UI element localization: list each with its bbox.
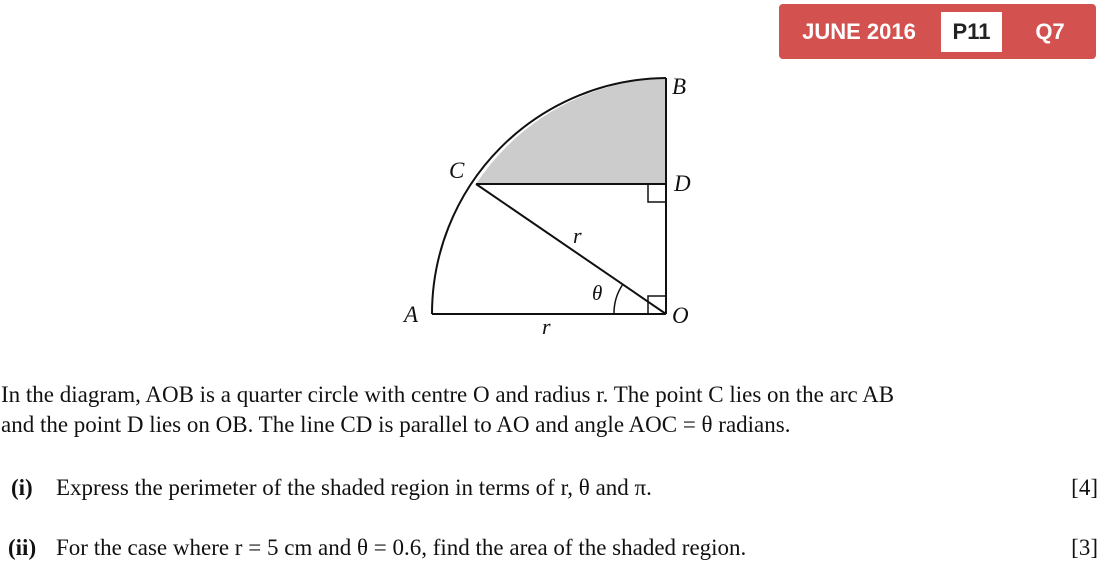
- label-r-oa: r: [542, 314, 551, 339]
- label-d: D: [674, 171, 691, 196]
- shaded-region: [476, 78, 666, 184]
- question-line-2: and the point D lies on OB. The line CD is parallel to AO and angle AOC = θ radians.: [1, 412, 791, 437]
- part-text: For the case where r = 5 cm and θ = 0.6, find the area of the shaded region.: [56, 535, 747, 560]
- angle-arc-theta: [614, 284, 623, 314]
- line-oc: [476, 184, 666, 314]
- part-marks: [4]: [1071, 475, 1098, 500]
- label-a: A: [404, 302, 419, 327]
- label-c: C: [449, 158, 465, 183]
- label-r-oc: r: [573, 223, 582, 248]
- badge-paper: P11: [941, 12, 1002, 52]
- right-angle-mark-d: [648, 184, 666, 202]
- badge-question: Q7: [1035, 18, 1065, 44]
- question-stem: [1, 380, 1100, 440]
- part-label: (i): [11, 475, 33, 500]
- label-theta: θ: [592, 281, 603, 305]
- label-o: O: [672, 303, 689, 328]
- part-label: (ii): [8, 535, 37, 560]
- label-b: B: [672, 74, 687, 99]
- part-text: Express the perimeter of the shaded region in terms of r, θ and π.: [56, 475, 652, 500]
- badge-date: JUNE 2016: [802, 18, 916, 44]
- question-line-1: In the diagram, AOB is a quarter circle with centre O and radius r. The point C lies on the arc AB: [1, 382, 895, 407]
- part-marks: [3]: [1071, 535, 1098, 560]
